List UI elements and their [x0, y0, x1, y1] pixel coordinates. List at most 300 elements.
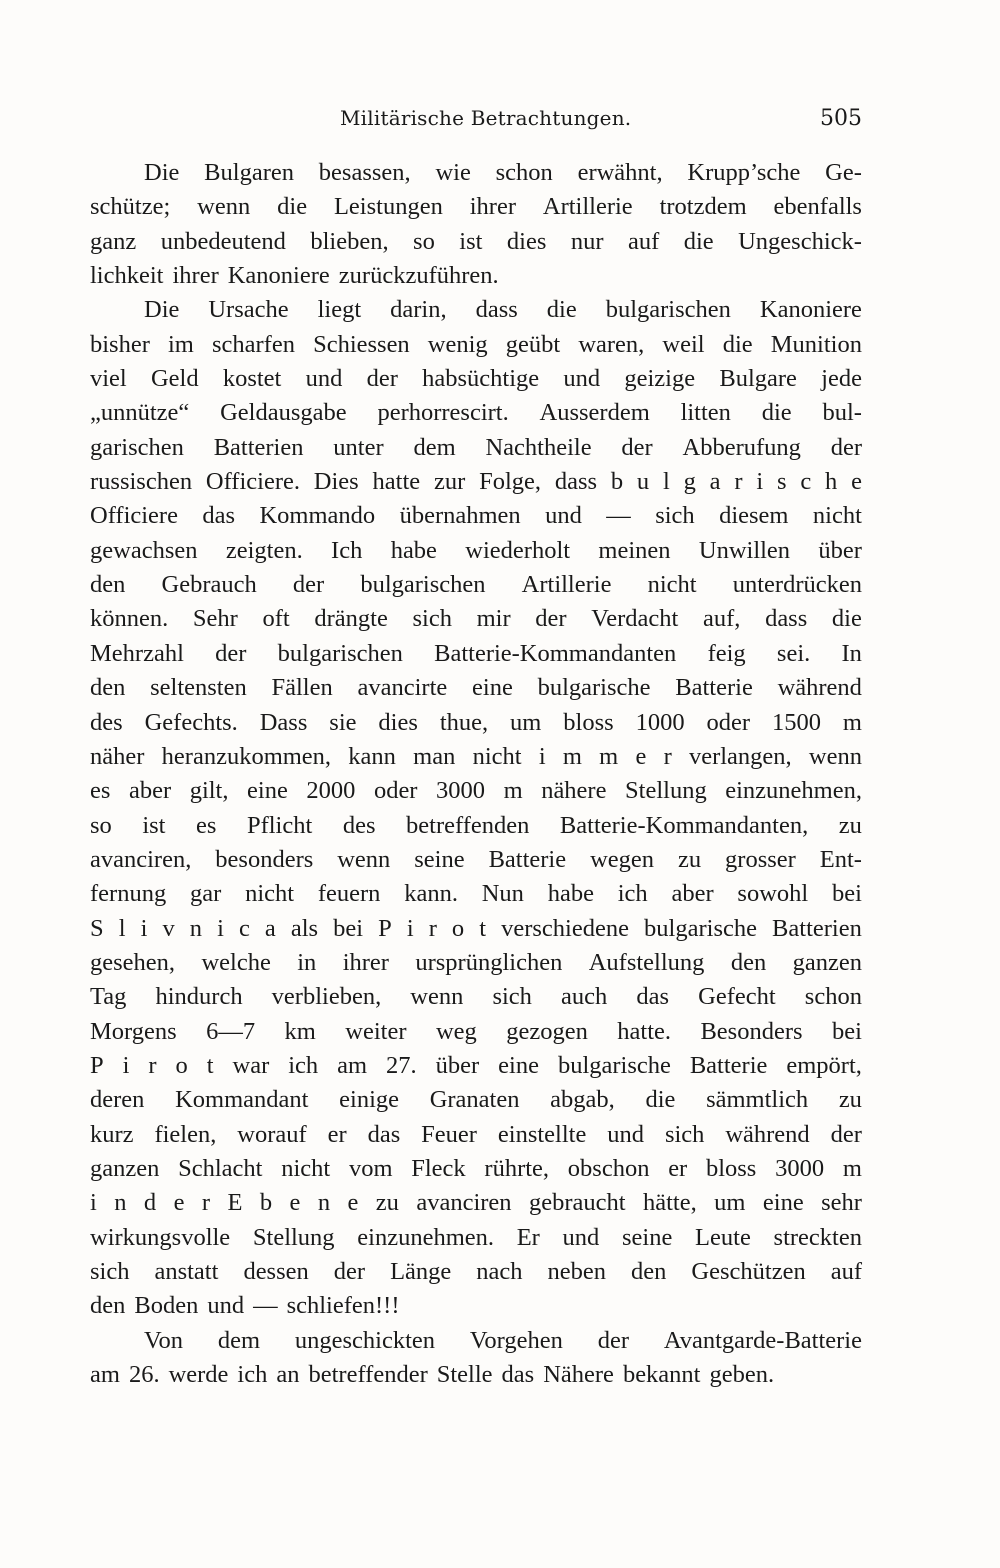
word: gezogen	[506, 1017, 588, 1045]
word: den	[90, 1292, 126, 1320]
word: i	[140, 914, 148, 942]
word: unter	[333, 433, 384, 461]
word: wegen	[590, 845, 655, 873]
paragraph	[90, 1324, 862, 1393]
word: In	[841, 639, 862, 667]
word: hatte	[372, 468, 421, 496]
word: über	[435, 1051, 480, 1079]
word: dem	[217, 1326, 261, 1354]
word: Gefecht	[698, 983, 776, 1011]
word: am	[90, 1361, 120, 1389]
text-line	[90, 499, 862, 533]
word: Fleck	[411, 1154, 466, 1182]
word: fielen,	[154, 1120, 217, 1148]
word: zeigten.	[225, 536, 303, 564]
word: Gebrauch	[161, 571, 257, 599]
word: Leistungen	[333, 193, 443, 221]
word: Feuer	[421, 1120, 477, 1148]
text-line	[90, 877, 862, 911]
word: besassen,	[318, 159, 411, 186]
word: es	[196, 811, 217, 839]
word: ganz	[90, 227, 137, 255]
word: km	[284, 1017, 316, 1045]
word: die	[683, 227, 714, 255]
text-line	[90, 362, 862, 396]
word: einstellte	[497, 1120, 587, 1148]
word: als	[290, 914, 319, 942]
word: Die	[144, 296, 180, 324]
word: den	[90, 571, 126, 599]
word: in	[297, 948, 317, 976]
word: h	[825, 468, 838, 496]
word: seltensten	[150, 674, 247, 702]
word: weg	[435, 1017, 477, 1045]
word: e	[289, 1189, 301, 1217]
word: sämmtlich	[706, 1086, 809, 1114]
word: des	[342, 811, 376, 839]
word: Kommando	[259, 502, 376, 530]
word: nicht	[245, 880, 295, 908]
word: bisher	[90, 330, 150, 358]
word: 2000	[306, 777, 356, 805]
word: Bulgare	[719, 365, 797, 393]
word: m	[842, 708, 862, 736]
word: zur	[433, 468, 466, 496]
word: dass	[765, 605, 808, 633]
word: Gefechts.	[144, 708, 238, 736]
word: t	[479, 914, 487, 942]
word: Ge-	[825, 159, 862, 186]
text-line	[90, 1186, 862, 1220]
word: gar	[189, 880, 222, 908]
word: l	[662, 468, 670, 496]
word: o	[175, 1051, 188, 1079]
word: Stellung	[252, 1223, 335, 1251]
word: ist	[459, 227, 483, 255]
word: verschiedene	[501, 914, 629, 942]
word: o	[451, 914, 465, 942]
page-number: 505	[820, 106, 862, 131]
word: weiter	[345, 1017, 407, 1045]
word: schliefen!!!	[286, 1292, 400, 1320]
word: Artillerie	[521, 571, 612, 599]
word: er	[668, 1154, 688, 1182]
word: S	[90, 914, 104, 942]
word: können.	[90, 605, 169, 633]
word: Geld	[150, 365, 199, 393]
word: gebraucht	[528, 1189, 626, 1217]
word: dem	[413, 433, 456, 461]
running-title: Militärische Betrachtungen.	[340, 106, 632, 130]
word: übernahmen	[399, 502, 521, 530]
word: Nachtheile	[485, 433, 592, 461]
word: so	[413, 227, 435, 255]
word: perhorrescirt.	[377, 399, 509, 427]
word: Officiere.	[205, 468, 300, 496]
text-line	[90, 671, 862, 705]
word: man	[413, 742, 456, 770]
word: streckten	[773, 1223, 862, 1251]
word: das	[202, 502, 236, 530]
word: b	[610, 468, 624, 496]
word: a	[709, 468, 721, 496]
word: ist	[142, 811, 166, 839]
text-line	[90, 156, 862, 190]
word: hätte,	[643, 1189, 697, 1217]
word: unterdrücken	[732, 571, 862, 599]
word: liegt	[317, 296, 362, 324]
word: Batterie-Kommandanten	[434, 639, 677, 667]
word: dies	[378, 708, 418, 736]
word: worauf	[237, 1120, 307, 1148]
word: sei.	[776, 639, 811, 667]
word: einzunehmen,	[725, 777, 862, 805]
word: P	[378, 914, 392, 942]
word: i	[122, 1051, 130, 1079]
word: Ausserdem	[539, 399, 650, 427]
word: Ent-	[819, 845, 862, 873]
word: Stellung	[625, 777, 707, 805]
word: darin,	[390, 296, 447, 324]
word: Boden	[134, 1292, 199, 1320]
word: fernung	[90, 880, 167, 908]
word: der	[830, 433, 862, 461]
word: Pflicht	[246, 811, 313, 839]
word: am	[337, 1051, 368, 1079]
word: neben	[547, 1258, 607, 1285]
word: auf,	[702, 605, 741, 633]
word: geizige	[624, 365, 696, 393]
word: russischen	[90, 468, 193, 496]
word: schütze;	[90, 193, 171, 221]
word: 26.	[128, 1361, 160, 1389]
word: oder	[706, 708, 751, 736]
word: Ich	[331, 536, 363, 564]
word: garischen	[90, 433, 184, 461]
word: wenn	[337, 845, 391, 873]
word: avanciren	[416, 1189, 512, 1217]
word: bloss	[705, 1154, 757, 1182]
text-line	[90, 1324, 862, 1358]
word: waren,	[578, 330, 645, 358]
word: sich	[664, 1120, 705, 1148]
word: Batterie	[488, 845, 567, 873]
running-head	[90, 106, 862, 140]
word: um	[714, 1189, 746, 1217]
word: und	[607, 1120, 645, 1148]
word: Kanoniere	[227, 262, 330, 290]
word: die	[831, 605, 862, 633]
word: an	[276, 1361, 300, 1389]
word: dies	[506, 227, 547, 255]
word: drängte	[314, 605, 388, 633]
word: sich	[655, 502, 695, 530]
word: Batterien	[213, 433, 304, 461]
word: den	[730, 948, 767, 976]
word: litten	[680, 399, 731, 427]
word: 1000	[635, 708, 685, 736]
word: mir	[476, 605, 511, 633]
text-line	[90, 1049, 862, 1083]
word: aber	[671, 880, 714, 908]
word: und	[207, 1292, 245, 1320]
word: der	[333, 1258, 366, 1285]
word: Schlacht	[178, 1154, 263, 1182]
word: und	[305, 365, 343, 393]
word: unbedeutend	[160, 227, 286, 255]
word: r	[201, 1189, 211, 1217]
word: „unnütze“	[90, 399, 190, 427]
word: ganzen	[792, 948, 862, 976]
word: u	[636, 468, 650, 496]
word: der	[621, 433, 653, 461]
word: kann	[348, 742, 396, 770]
word: viel	[90, 365, 127, 393]
word: zu	[838, 1086, 862, 1114]
word: i	[406, 914, 414, 942]
word: Länge	[390, 1258, 452, 1285]
word: werde	[168, 1361, 229, 1389]
word: habe	[390, 536, 437, 564]
word: Batterie-Kommandanten,	[559, 811, 809, 839]
word: der	[535, 605, 567, 633]
word: Batterie	[689, 1051, 768, 1079]
word: hatte.	[617, 1017, 672, 1045]
word: verblieben,	[271, 983, 382, 1011]
text-line	[90, 225, 862, 259]
word: sich	[492, 983, 532, 1011]
word: nicht	[647, 571, 697, 599]
word: ungeschickten	[294, 1326, 436, 1354]
word: ihrer	[469, 193, 516, 221]
word: l	[118, 914, 126, 942]
word: sehr	[821, 1189, 862, 1217]
word: ich	[288, 1051, 319, 1079]
word: den	[631, 1258, 667, 1285]
word: Ursache	[208, 296, 289, 324]
word: kurz	[90, 1120, 134, 1148]
word: Unwillen	[698, 536, 791, 564]
word: anstatt	[154, 1258, 219, 1285]
word: r	[428, 914, 437, 942]
word: bulgarischen	[605, 296, 731, 324]
word: grosser	[725, 845, 796, 873]
text-line	[90, 431, 862, 465]
word: den	[90, 674, 126, 702]
text-line	[90, 1358, 862, 1392]
word: sich	[90, 1258, 130, 1285]
word: verlangen,	[688, 742, 792, 770]
word: Batterie	[675, 674, 753, 702]
word: Officiere	[90, 502, 178, 530]
word: Artillerie	[542, 193, 633, 221]
word: Sehr	[192, 605, 238, 633]
word: Kanoniere	[759, 296, 862, 324]
text-line	[90, 637, 862, 671]
word: über	[818, 536, 862, 564]
text-line	[90, 534, 862, 568]
word: Granaten	[429, 1086, 520, 1114]
text-line	[90, 465, 862, 499]
word: nicht	[812, 502, 862, 530]
word: e	[851, 468, 862, 496]
word: während	[777, 674, 862, 702]
word: Ungeschick-	[738, 227, 862, 255]
word: Leute	[695, 1223, 751, 1251]
word: aber	[128, 777, 172, 805]
word: schon	[804, 983, 862, 1011]
word: betreffender	[308, 1361, 428, 1389]
word: d	[143, 1189, 157, 1217]
word: Er	[516, 1223, 540, 1251]
word: wenn	[197, 193, 251, 221]
word: empört,	[786, 1051, 862, 1079]
word: habe	[547, 880, 594, 908]
word: dessen	[243, 1258, 309, 1285]
text-line	[90, 980, 862, 1014]
word: diesem	[719, 502, 789, 530]
word: obschon	[567, 1154, 650, 1182]
word: ich	[617, 880, 648, 908]
word: i	[217, 914, 224, 942]
word: abgab,	[550, 1086, 615, 1114]
word: oft	[262, 605, 290, 633]
word: Kommandant	[175, 1086, 309, 1114]
paragraph	[90, 293, 862, 1323]
word: Krupp’sche	[687, 159, 801, 186]
text-line	[90, 1221, 862, 1255]
word: r	[148, 1051, 157, 1079]
word: heranzukommen,	[161, 742, 332, 770]
word: sie	[329, 708, 357, 736]
word: des	[90, 708, 123, 736]
word: e	[347, 1189, 359, 1217]
word: n	[189, 914, 203, 942]
word: jede	[821, 365, 862, 393]
word: während	[725, 1120, 810, 1148]
word: m	[842, 1154, 862, 1182]
word: thue,	[439, 708, 489, 736]
word: nur	[570, 227, 604, 255]
text-line	[90, 1118, 862, 1152]
word: bulgarischen	[277, 639, 403, 667]
word: sich	[412, 605, 452, 633]
word: ganzen	[90, 1154, 160, 1182]
word: lichkeit	[90, 262, 164, 290]
word: n	[114, 1189, 127, 1217]
word: um	[510, 708, 542, 736]
word: kann.	[404, 880, 458, 908]
text-line	[90, 912, 862, 946]
word: geübt	[505, 330, 561, 358]
word: bekannt	[622, 1361, 701, 1389]
word: Avantgarde-Batterie	[663, 1326, 862, 1354]
text-line	[90, 293, 862, 327]
word: nicht	[281, 1154, 331, 1182]
word: P	[90, 1051, 104, 1079]
word: v	[162, 914, 175, 942]
word: t	[206, 1051, 214, 1079]
word: bulgarische	[557, 1051, 671, 1079]
word: ihrer	[342, 948, 389, 976]
word: c	[238, 914, 250, 942]
word: Von	[144, 1326, 184, 1354]
word: eine	[498, 1051, 539, 1079]
word: avancirte	[357, 674, 448, 702]
text-line	[90, 1152, 862, 1186]
word: wenn	[808, 742, 862, 770]
word: seine	[414, 845, 465, 873]
word: 3000	[775, 1154, 825, 1182]
word: meinen	[598, 536, 671, 564]
word: war	[232, 1051, 270, 1079]
word: Dass	[259, 708, 308, 736]
word: c	[800, 468, 812, 496]
word: im	[167, 330, 194, 358]
word: der	[830, 1120, 862, 1148]
word: Folge,	[479, 468, 542, 496]
word: wiederholt	[465, 536, 571, 564]
word: einige	[339, 1086, 400, 1114]
word: er	[327, 1120, 347, 1148]
word: bloss	[563, 708, 614, 736]
word: s	[776, 468, 787, 496]
text-line	[90, 774, 862, 808]
word: näher	[90, 742, 145, 770]
word: ursprünglichen	[415, 948, 563, 976]
text-line	[90, 706, 862, 740]
word: das	[501, 1361, 535, 1389]
word: Schiessen	[313, 330, 410, 358]
word: auf	[830, 1258, 862, 1285]
word: der	[366, 365, 398, 393]
word: eine	[762, 1189, 804, 1217]
word: feig	[707, 639, 746, 667]
word: wirkungsvolle	[90, 1223, 231, 1251]
word: die	[645, 1086, 676, 1114]
word: Nähere	[543, 1361, 614, 1389]
word: trotzdem	[659, 193, 747, 221]
word: i	[90, 1189, 97, 1217]
word: Aufstellung	[588, 948, 705, 976]
word: die	[722, 330, 753, 358]
word: sowohl	[737, 880, 809, 908]
word: r	[663, 742, 672, 770]
text-line	[90, 396, 862, 430]
word: Geschützen	[691, 1258, 806, 1285]
word: eine	[247, 777, 288, 805]
word: avanciren,	[90, 845, 192, 873]
word: oder	[373, 777, 418, 805]
word: wenig	[427, 330, 488, 358]
word: nicht	[472, 742, 522, 770]
text-line	[90, 1015, 862, 1049]
text-line	[90, 328, 862, 362]
word: gewachsen	[90, 536, 198, 564]
word: n	[317, 1189, 331, 1217]
word: dass	[554, 468, 598, 496]
word: erwähnt,	[577, 159, 663, 186]
word: Verdacht	[591, 605, 679, 633]
word: Fällen	[271, 674, 333, 702]
word: die	[546, 296, 577, 324]
word: der	[215, 639, 247, 667]
word: die	[761, 399, 792, 427]
word: und	[562, 1223, 600, 1251]
text-line	[90, 809, 862, 843]
word: das	[367, 1120, 401, 1148]
word: Bulgaren	[204, 159, 294, 186]
